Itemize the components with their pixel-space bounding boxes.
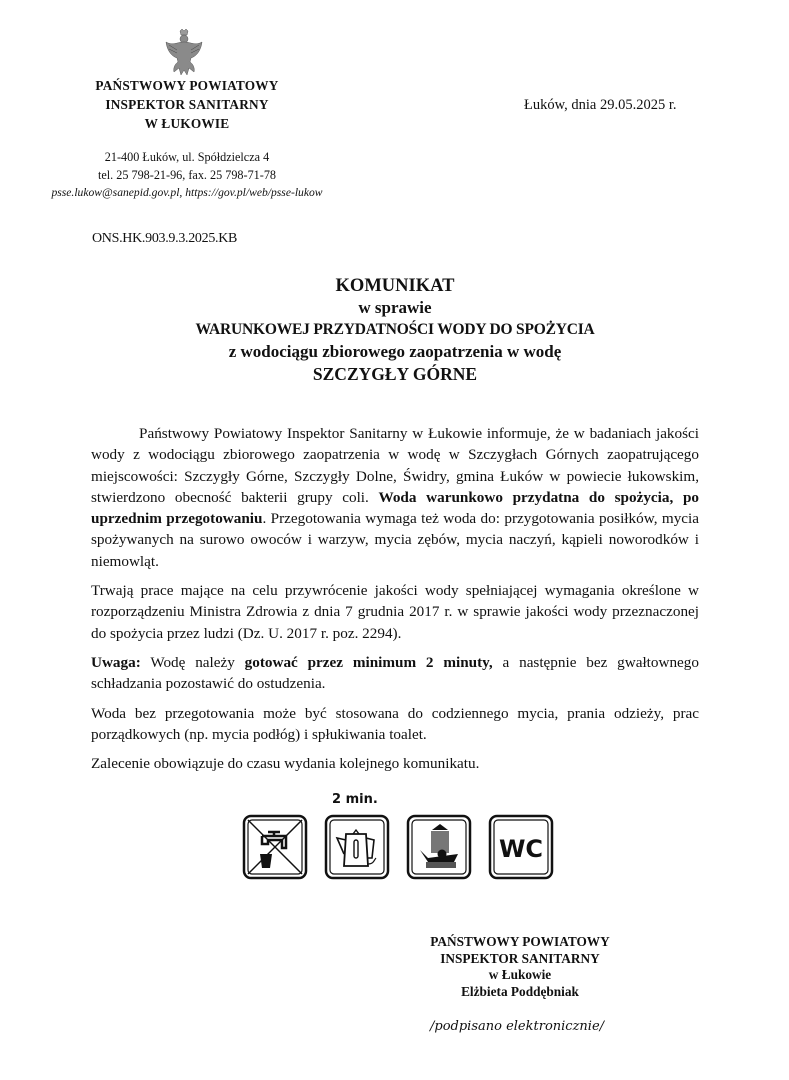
paragraph: Zalecenie obowiązuje do czasu wydania kolejnego komunikatu.	[91, 755, 480, 773]
document-date: Łuków, dnia 29.05.2025 r.	[524, 97, 677, 113]
title-line: w sprawie	[358, 298, 432, 317]
text: Wodę należy	[140, 653, 245, 671]
bold-text: Uwaga:	[91, 653, 141, 671]
signatory-name: Elżbieta Poddębniak	[461, 983, 579, 999]
issuer-line: PAŃSTWOWY POWIATOWY	[95, 78, 279, 93]
document-body	[91, 423, 699, 782]
pictogram-row	[240, 790, 560, 890]
bold-text: Woda warunkowo przydatna do spożycia, po uprzednim przegotowaniu	[91, 488, 699, 528]
paragraph: Woda bez przegotowania może być stosowana do codziennego mycia, prania odzieży, prac porządkowych (np. mycia podłóg) i spłukiwania toalet.	[91, 704, 699, 743]
title-line: KOMUNIKAT	[335, 276, 455, 296]
kettle-boil-icon	[324, 814, 390, 880]
email-web: psse.lukow@sanepid.gov.pl, https://gov.pl/web/psse-lukow	[51, 186, 323, 199]
document-title	[80, 275, 710, 385]
title-line: z wodociągu zbiorowego zaopatrzenia w wodę	[228, 342, 562, 361]
text: Państwowy Powiatowy Inspektor Sanitarny w Łukowie informuje, że w badaniach jakości wody z wodociągu zbiorowego zaopatrzenia w wodę w Szczygłach Górnych zaopatrującego miejscowości: Szczygły Górne, Szczygły Dolne, Świdry, gmina Łuków w powiecie łukowskim, stwierdzono obecność bakterii grupy coli.	[91, 425, 699, 506]
wc-icon	[488, 814, 554, 880]
no-tap-water-icon	[242, 814, 308, 880]
paragraph	[91, 423, 699, 572]
address: 21-400 Łuków, ul. Spółdzielcza 4	[104, 150, 270, 164]
signature-line: w Łukowie	[488, 967, 552, 982]
bath-shower-icon	[406, 814, 472, 880]
reference-number: ONS.HK.903.9.3.2025.KB	[92, 231, 238, 246]
issuer-line: INSPEKTOR SANITARNY	[105, 97, 269, 112]
phone-fax: tel. 25 798-21-96, fax. 25 798-71-78	[97, 168, 277, 182]
issuer-contact	[20, 148, 354, 202]
electronic-signature-note: /podpisano elektronicznie/	[430, 1019, 605, 1034]
signature-block	[380, 934, 660, 1000]
title-line: SZCZYGŁY GÓRNE	[312, 364, 478, 384]
polish-eagle-emblem-icon	[163, 28, 205, 80]
signature-line: PAŃSTWOWY POWIATOWY	[430, 934, 610, 949]
paragraph	[91, 652, 699, 695]
text: a następnie bez gwałtownego schładzania pozostawić do ostudzenia.	[91, 653, 699, 693]
issuer-header	[28, 76, 346, 133]
bold-text: gotować przez minimum 2 minuty,	[244, 653, 493, 671]
boil-time-label: 2 min.	[332, 792, 378, 807]
title-line: WARUNKOWEJ PRZYDATNOŚCI WODY DO SPOŻYCIA	[195, 321, 595, 338]
issuer-line: W ŁUKOWIE	[144, 116, 230, 131]
text: . Przegotowania wymaga też woda do: przygotowania posiłków, mycia spożywanych na surowo owoców i warzyw, mycia zębów, mycia naczyń, kąpieli noworodków i niemowląt.	[91, 510, 699, 570]
paragraph: Trwają prace mające na celu przywrócenie jakości wody spełniającej wymagania określone w rozporządzeniu Ministra Zdrowia z dnia 7 grudnia 2017 r. w sprawie jakości wody przeznaczonej do spożycia przez ludzi (Dz. U. 2017 r. poz. 2294).	[91, 582, 699, 642]
wc-label: WC	[498, 835, 544, 863]
signature-line: INSPEKTOR SANITARNY	[440, 950, 600, 966]
